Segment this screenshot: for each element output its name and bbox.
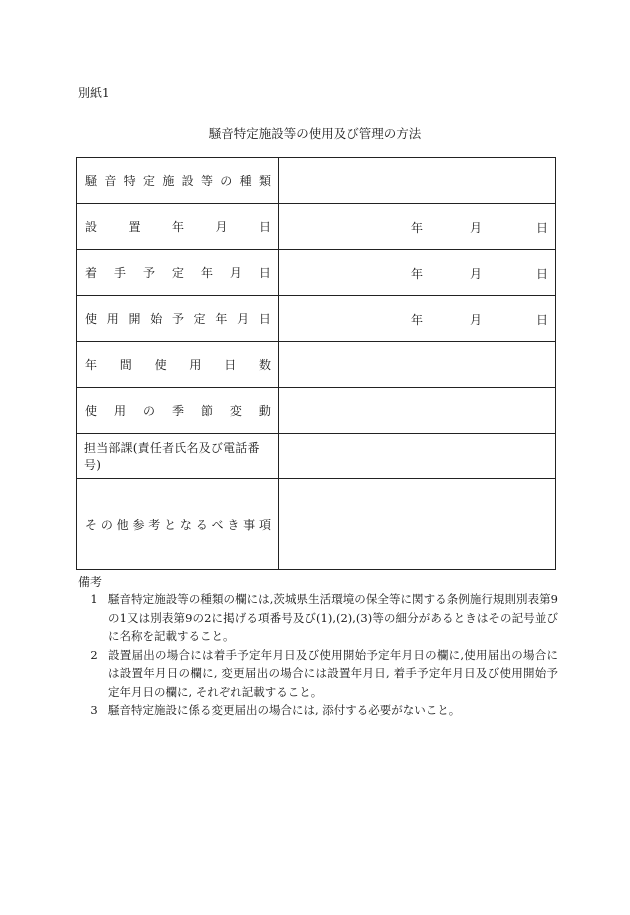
row-label-facility-type — [77, 158, 279, 204]
row-label-installation-date — [77, 204, 279, 250]
date-year-label: 年 — [411, 266, 424, 281]
row-label-char: 年 — [85, 358, 98, 372]
row-label-char: 騒 — [85, 174, 98, 188]
table-row — [77, 434, 556, 479]
row-label-char: 等 — [200, 174, 213, 188]
row-label-char: 月 — [215, 220, 228, 234]
row-label-char: の — [220, 174, 233, 188]
row-label-char: 使 — [154, 358, 167, 372]
department-value[interactable] — [279, 434, 556, 479]
row-label-planned-start-date — [77, 250, 279, 296]
other-notes-value[interactable] — [279, 479, 556, 570]
row-label-char: そ — [85, 517, 98, 532]
note-text: 騒音特定施設に係る変更届出の場合には, 添付する必要がないこと。 — [108, 703, 461, 717]
date-year-label: 年 — [411, 220, 424, 235]
row-label-char: 月 — [229, 266, 242, 280]
note-item — [86, 590, 558, 646]
row-label-char: 開 — [128, 312, 141, 326]
row-label-char: 月 — [237, 312, 250, 326]
row-label-char: の — [142, 404, 155, 418]
row-label-char: 着 — [85, 266, 98, 280]
row-label-char: 置 — [128, 220, 141, 234]
row-label-char: 日 — [258, 220, 271, 234]
row-label-char: 定 — [193, 312, 206, 326]
table-row — [77, 342, 556, 388]
row-label-char: 年 — [200, 266, 213, 280]
installation-date-value[interactable] — [279, 204, 556, 250]
row-label-char: の — [100, 517, 113, 532]
row-label-char: 節 — [200, 404, 213, 418]
date-month-label: 月 — [470, 220, 483, 235]
row-label-char: き — [227, 517, 240, 532]
row-label-char: 変 — [229, 404, 242, 418]
row-label-char: 事 — [243, 517, 256, 532]
row-label-char: 設 — [181, 174, 194, 188]
notes-heading: 備考 — [78, 575, 103, 589]
note-text: 設置届出の場合には着手予定年月日及び使用開始予定年月日の欄に,使用届出の場合には設置年月日の欄に, 変更届出の場合には設置年月日, 着手予定年月日及び使用開始予定年月日の欄に, それぞれ記載すること。 — [108, 647, 558, 699]
row-label-char: 種 — [239, 174, 252, 188]
row-label-char: 手 — [113, 266, 126, 280]
date-month-label: 月 — [470, 266, 483, 281]
row-label-char: 間 — [119, 358, 132, 372]
row-label-char: 考 — [148, 517, 161, 532]
row-label-other-notes — [77, 479, 279, 570]
table-row — [77, 296, 556, 342]
row-label-char: 日 — [224, 358, 237, 372]
table-row — [77, 388, 556, 434]
note-number: 3 — [90, 703, 98, 717]
row-label-char: 他 — [116, 517, 129, 532]
row-label-annual-days — [77, 342, 279, 388]
row-label-char: る — [195, 517, 208, 532]
planned-start-date-value[interactable] — [279, 250, 556, 296]
date-year-label: 年 — [411, 312, 424, 327]
row-label-char: 予 — [142, 266, 155, 280]
table-row — [77, 204, 556, 250]
row-label-char: 日 — [258, 312, 271, 326]
facility-type-value[interactable] — [279, 158, 556, 204]
note-item — [86, 646, 558, 702]
row-label-seasonal-variation — [77, 388, 279, 434]
row-label-char: 動 — [258, 404, 271, 418]
row-label-char: 類 — [258, 174, 271, 188]
row-label-char: 数 — [258, 358, 271, 372]
row-label-char: 季 — [171, 404, 184, 418]
form-table — [76, 157, 556, 570]
row-label-char: 用 — [106, 312, 119, 326]
row-label-char: 日 — [258, 266, 271, 280]
row-label-char: 年 — [215, 312, 228, 326]
row-label-char: な — [179, 517, 192, 532]
document-title: 騒音特定施設等の使用及び管理の方法 — [208, 126, 422, 141]
row-label-char: 年 — [171, 220, 184, 234]
note-number: 2 — [90, 647, 98, 662]
date-day-label: 日 — [535, 312, 548, 327]
annual-days-value[interactable] — [279, 342, 556, 388]
row-label-char: と — [164, 517, 177, 532]
row-label-char: 特 — [123, 174, 136, 188]
table-row — [77, 158, 556, 204]
row-label-char: 項 — [258, 517, 271, 532]
table-row — [77, 250, 556, 296]
planned-use-date-value[interactable] — [279, 296, 556, 342]
notes-list — [86, 590, 558, 720]
row-label-char: 施 — [162, 174, 175, 188]
page-label: 別紙1 — [78, 86, 110, 100]
row-label-char: 参 — [132, 517, 145, 532]
seasonal-variation-value[interactable] — [279, 388, 556, 434]
date-day-label: 日 — [535, 266, 548, 281]
date-day-label: 日 — [535, 220, 548, 235]
row-label-department — [77, 434, 279, 479]
note-number: 1 — [90, 592, 98, 606]
row-label-char: 定 — [142, 174, 155, 188]
date-month-label: 月 — [470, 312, 483, 327]
row-label-char: 使 — [85, 312, 98, 326]
row-label-char: 設 — [85, 220, 98, 234]
row-label-char: 定 — [171, 266, 184, 280]
row-label-char: 予 — [171, 312, 184, 326]
row-label-char: 音 — [104, 174, 117, 188]
table-row — [77, 479, 556, 570]
row-label-planned-use-date — [77, 296, 279, 342]
row-label-text: 担当部課(責任者氏名及び電話番号) — [84, 441, 260, 472]
row-label-char: べ — [211, 517, 224, 532]
row-label-char: 使 — [85, 404, 98, 418]
note-text: 騒音特定施設等の種類の欄には,茨城県生活環境の保全等に関する条例施行規則別表第9の1又は別表第9の2に掲げる項番号及び(1),(2),(3)等の細分があるときはその記号並びに名称を記載すること。 — [108, 592, 558, 643]
row-label-char: 用 — [189, 358, 202, 372]
row-label-char: 用 — [113, 404, 126, 418]
row-label-char: 始 — [150, 312, 163, 326]
note-item — [86, 701, 558, 720]
